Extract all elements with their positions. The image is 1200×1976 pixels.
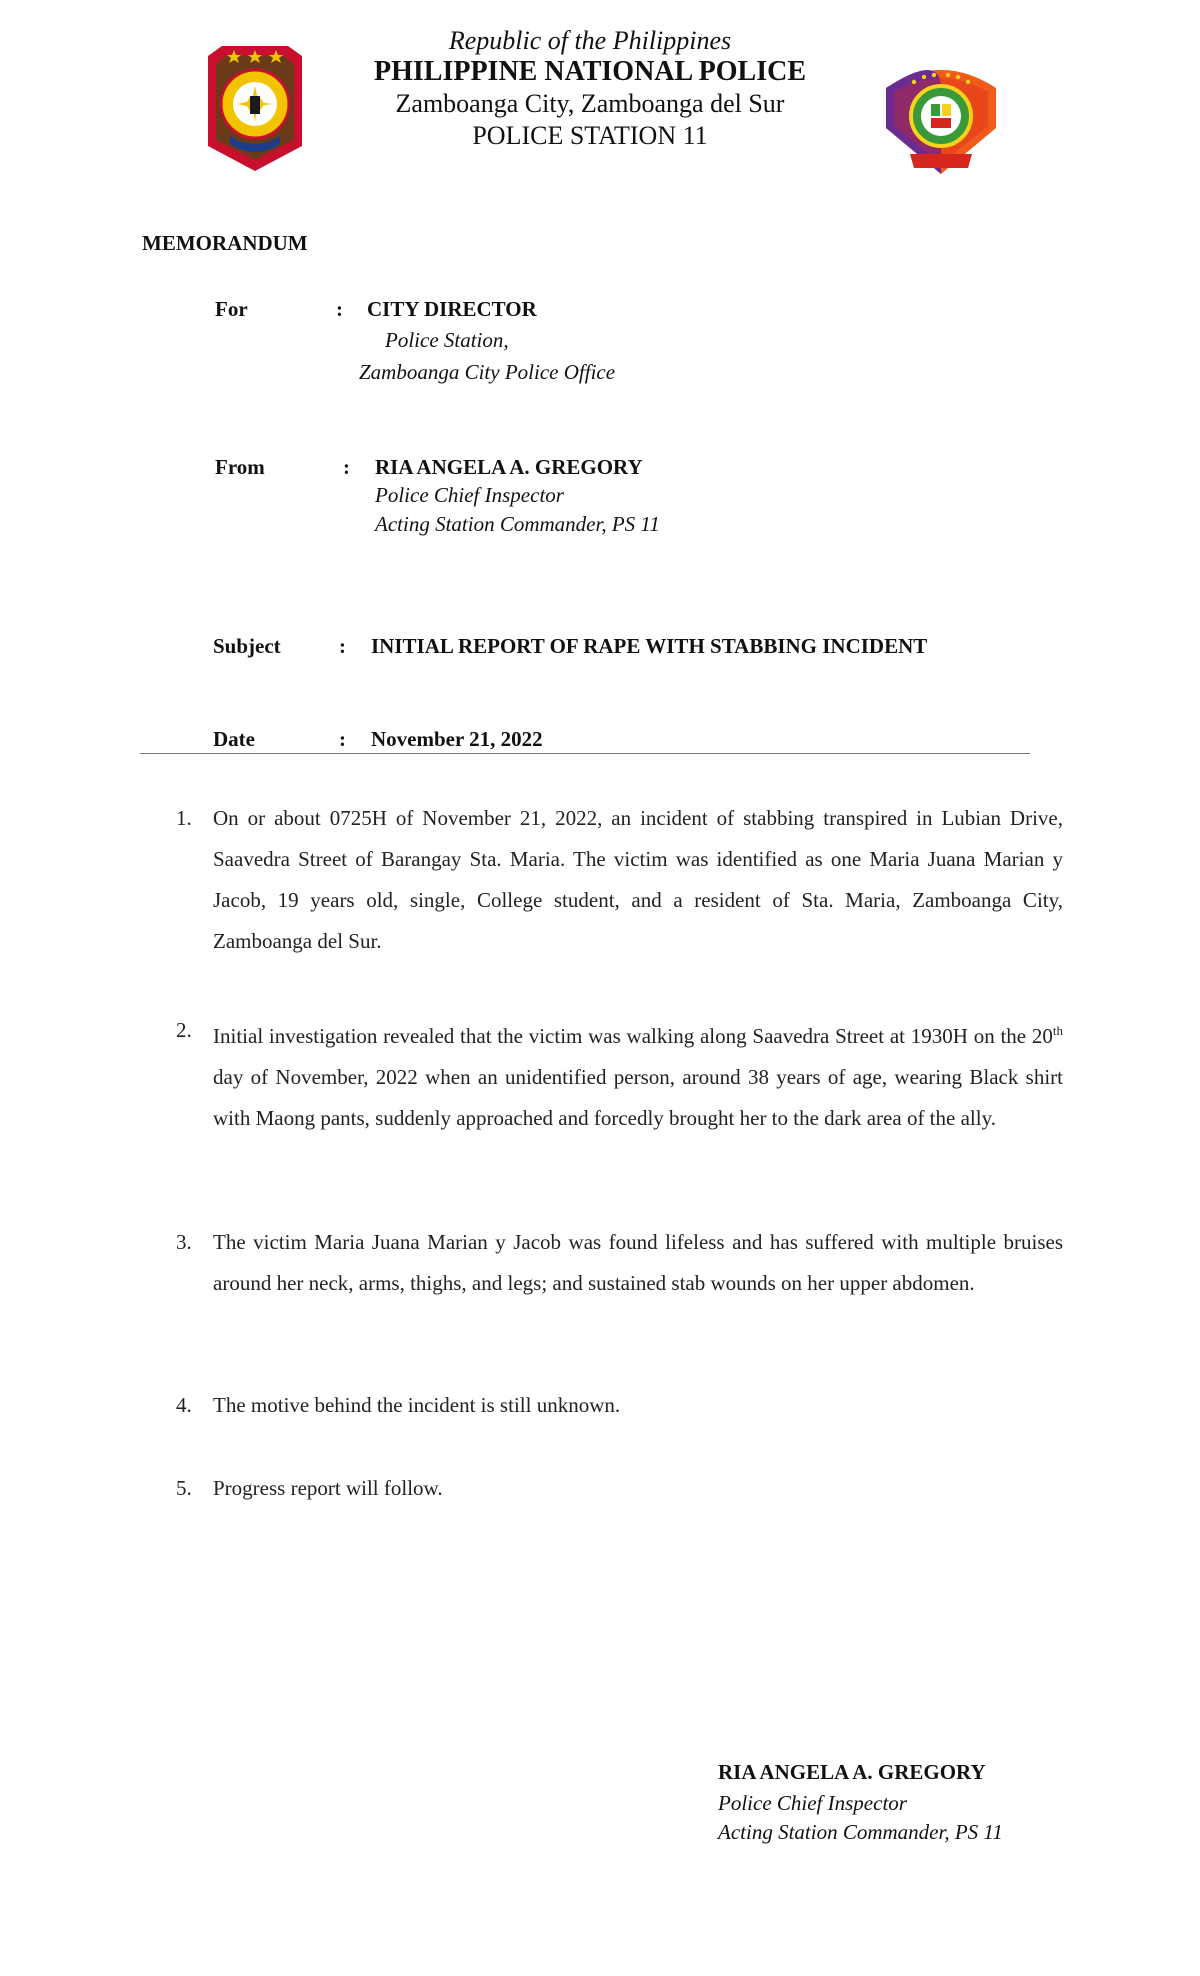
for-recipient-line1: Police Station, [385,328,509,352]
header-divider [140,753,1030,754]
for-recipient-name: CITY DIRECTOR [367,297,537,321]
paragraph-2 [213,1010,1063,1139]
header-republic: Republic of the Philippines [448,26,732,55]
header-city: Zamboanga City, Zamboanga del Sur [395,89,785,118]
date-colon: : [339,727,346,751]
paragraph-2-part-b: day of November, 2022 when an unidentified person, around 38 years of age, wearing Black shirt with Maong pants, suddenly approached and forcedly brought her to the dark area of the ally. [213,1065,1063,1130]
zamboanga-city-police-office-logo [876,58,1006,176]
paragraph-2-number: 2. [176,1018,192,1042]
paragraph-3-number: 3. [176,1230,192,1254]
from-label: From [215,455,265,479]
header-station: POLICE STATION 11 [472,121,708,150]
signature-role: Acting Station Commander, PS 11 [718,1820,1003,1844]
signature-title: Police Chief Inspector [718,1791,907,1815]
date-value: November 21, 2022 [371,727,543,751]
for-colon: : [336,297,343,321]
paragraph-2-superscript: th [1052,1023,1063,1038]
paragraph-5-number: 5. [176,1476,192,1500]
from-sender-title: Police Chief Inspector [375,483,564,507]
paragraph-2-part-a: Initial investigation revealed that the victim was walking along Saavedra Street at 1930H on the 20 [213,1024,1053,1048]
date-label: Date [213,727,255,751]
pnp-seal-logo [200,36,310,176]
memo-title: MEMORANDUM [142,231,308,255]
paragraph-1-number: 1. [176,806,192,830]
from-sender-role: Acting Station Commander, PS 11 [375,512,660,536]
signature-name: RIA ANGELA A. GREGORY [718,1760,986,1784]
paragraph-4: The motive behind the incident is still unknown. [213,1393,621,1417]
from-colon: : [343,455,350,479]
header-agency: PHILIPPINE NATIONAL POLICE [374,56,806,87]
subject-label: Subject [213,634,281,658]
for-label: For [215,297,248,321]
subject-colon: : [339,634,346,658]
paragraph-5: Progress report will follow. [213,1476,443,1500]
paragraph-4-number: 4. [176,1393,192,1417]
paragraph-3: The victim Maria Juana Marian y Jacob was found lifeless and has suffered with multiple bruises around her neck, arms, thighs, and legs; and sustained stab wounds on her upper abdomen. [213,1230,1063,1295]
from-sender-name: RIA ANGELA A. GREGORY [375,455,643,479]
for-recipient-line2: Zamboanga City Police Office [359,360,616,384]
subject-value: INITIAL REPORT OF RAPE WITH STABBING INCIDENT [371,634,928,658]
paragraph-1: On or about 0725H of November 21, 2022, an incident of stabbing transpired in Lubian Drive, Saavedra Street of Barangay Sta. Maria. The victim was identified as one Maria Juana Marian y Jacob, 19 years old, single, College student, and a resident of Sta. Maria, Zamboanga City, Zamboanga del Sur. [213,806,1063,953]
